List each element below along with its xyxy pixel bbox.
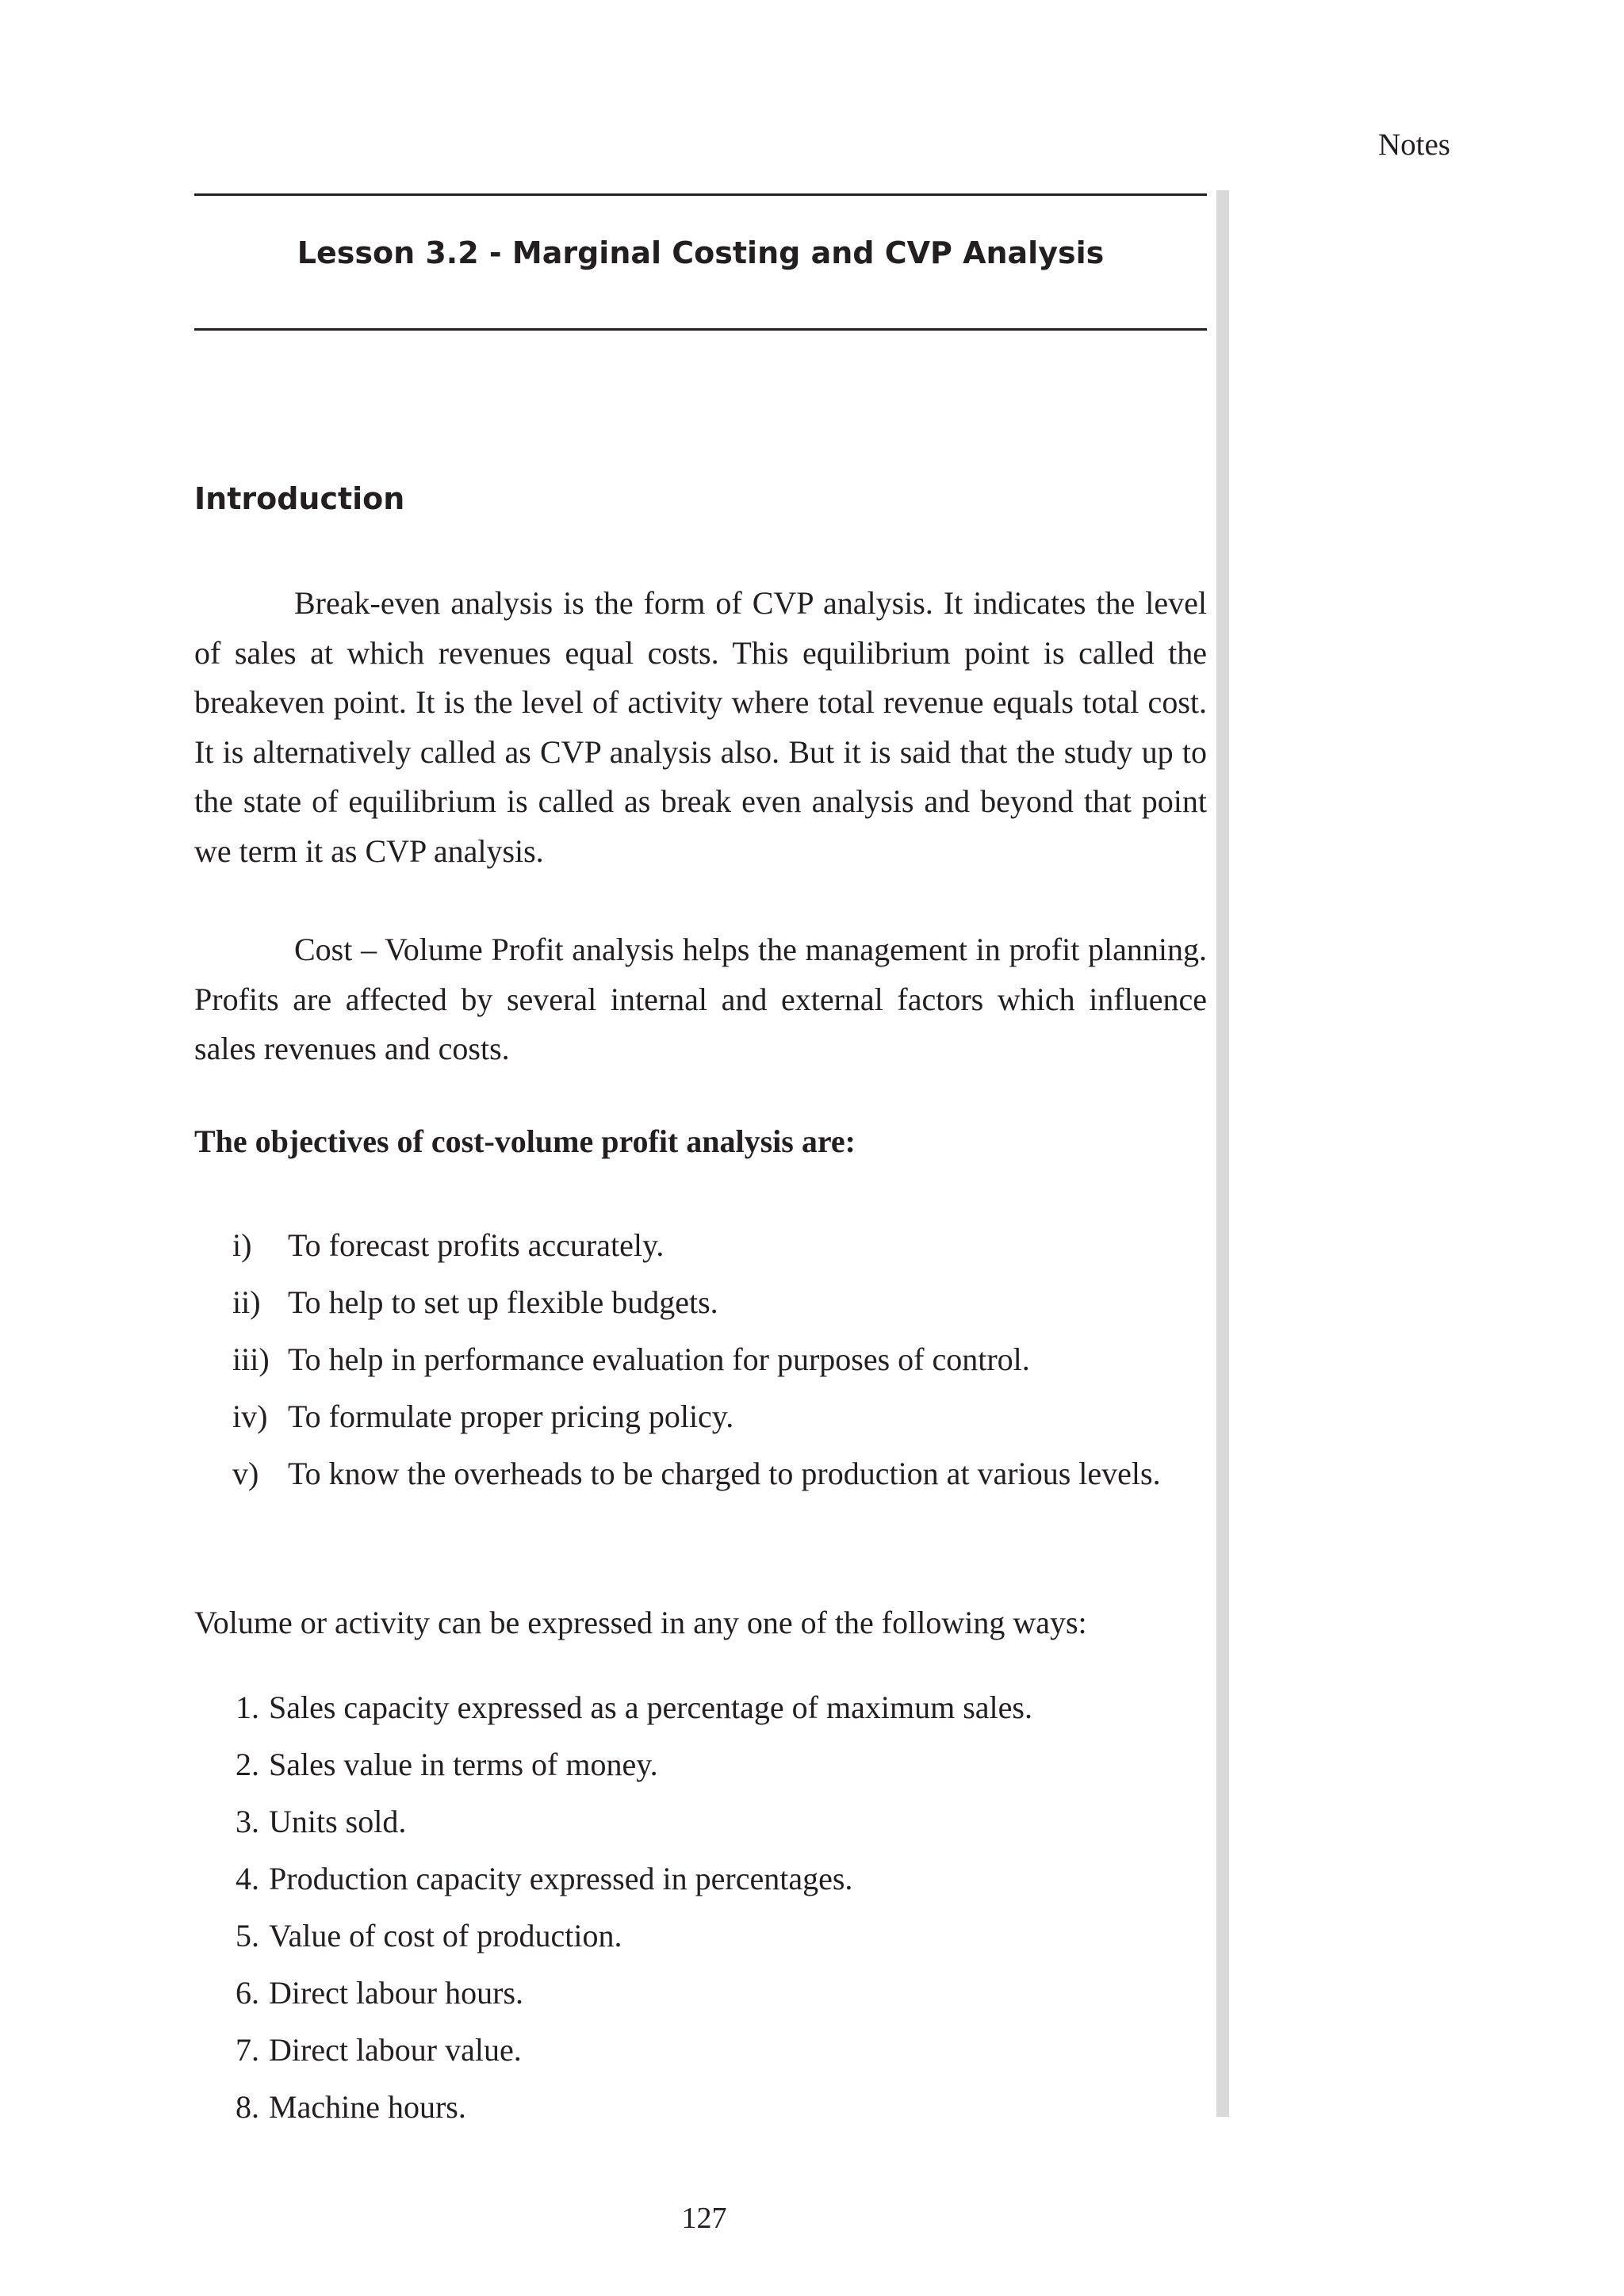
list-item [194, 1449, 1207, 1498]
list-item-text: To formulate proper pricing policy. [288, 1399, 734, 1434]
list-item-text: To help to set up flexible budgets. [288, 1284, 718, 1320]
title-rule-top [194, 193, 1207, 196]
list-item-text: To help in performance evaluation for purposes of control. [288, 1341, 1030, 1377]
introduction-paragraph-1-text: Break-even analysis is the form of CVP analysis. It indicates the level of sales at which revenues equal costs. This equilibrium point is called the breakeven point. It is the level of activity where total revenue equals total cost. It is alternatively called as CVP analysis also. But it is said that the study up to the state of equilibrium is called as break even analysis and beyond that point we term it as CVP analysis. [194, 585, 1207, 869]
list-marker: iv) [232, 1399, 268, 1434]
list-item [194, 1908, 1207, 1965]
volume-ways-list [194, 1679, 1207, 2136]
introduction-paragraph-2-text: Cost – Volume Profit analysis helps the management in profit planning. Profits are affected by several internal and external factors which influence sales revenues and costs. [194, 932, 1207, 1066]
list-item [194, 1965, 1207, 2022]
introduction-heading: Introduction [194, 481, 405, 516]
list-item-text: Direct labour value. [269, 2032, 522, 2068]
list-marker: 1. [236, 1689, 259, 1725]
list-marker: 7. [236, 2032, 259, 2068]
list-item-text: Units sold. [269, 1804, 407, 1839]
page-number: 127 [681, 2202, 727, 2235]
notes-margin-bar [1216, 190, 1229, 2117]
list-item [194, 1736, 1207, 1793]
objectives-list [194, 1221, 1207, 1506]
list-item [194, 2079, 1207, 2136]
list-item [194, 1679, 1207, 1736]
list-marker: 8. [236, 2089, 259, 2125]
lesson-title: Lesson 3.2 - Marginal Costing and CVP Analysis [297, 235, 1105, 270]
volume-intro-text: Volume or activity can be expressed in any one of the following ways: [194, 1605, 1087, 1640]
list-marker: iii) [232, 1341, 270, 1377]
list-marker: 3. [236, 1804, 259, 1839]
list-item [194, 1850, 1207, 1908]
list-marker: 6. [236, 1975, 259, 2011]
title-rule-bottom [194, 328, 1207, 331]
list-marker: 2. [236, 1747, 259, 1782]
list-marker: ii) [232, 1284, 261, 1320]
list-item-text: To forecast profits accurately. [288, 1227, 665, 1263]
notes-margin-label: Notes [1378, 128, 1450, 162]
list-item [194, 1793, 1207, 1850]
list-item-text: Sales capacity expressed as a percentage of maximum sales. [269, 1689, 1032, 1725]
list-item [194, 1392, 1207, 1441]
introduction-paragraph-1 [194, 579, 1207, 876]
list-item [194, 2022, 1207, 2079]
list-item [194, 1278, 1207, 1327]
list-marker: 4. [236, 1861, 259, 1896]
list-item-text: To know the overheads to be charged to production at various levels. [288, 1456, 1161, 1491]
list-item [194, 1221, 1207, 1270]
list-item-text: Machine hours. [269, 2089, 466, 2125]
list-item-text: Value of cost of production. [269, 1918, 622, 1954]
list-item-text: Direct labour hours. [269, 1975, 524, 2011]
list-marker: v) [232, 1456, 259, 1491]
list-item [194, 1335, 1207, 1384]
introduction-paragraph-2 [194, 925, 1207, 1074]
objectives-heading: The objectives of cost-volume profit analysis are: [194, 1123, 856, 1159]
list-item-text: Sales value in terms of money. [269, 1747, 658, 1782]
list-marker: i) [232, 1227, 252, 1263]
list-item-text: Production capacity expressed in percentages. [269, 1861, 853, 1896]
list-marker: 5. [236, 1918, 259, 1954]
